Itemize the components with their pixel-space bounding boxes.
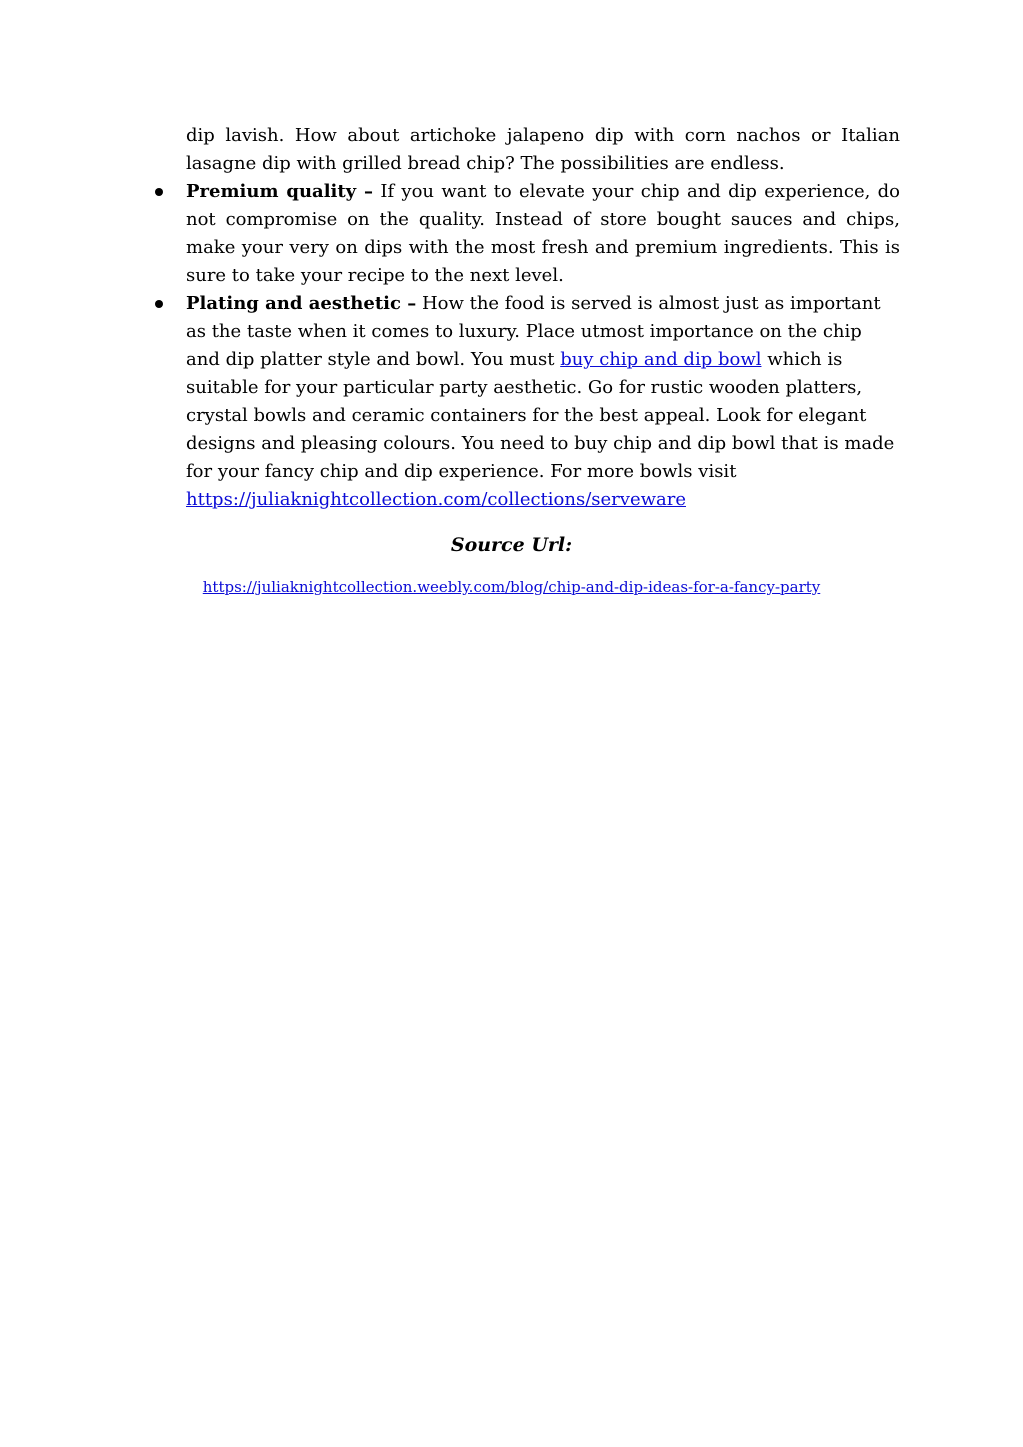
serveware-link[interactable]: https://juliaknightcollection.com/collections/serveware	[186, 489, 686, 510]
document-body	[155, 122, 900, 514]
list-item-premium-quality	[155, 178, 900, 290]
intro-paragraph: dip lavish. How about artichoke jalapeno dip with corn nachos or Italian lasagne dip with grilled bread chip? The possibilities are endless.	[186, 125, 900, 174]
bullet-text: How the food is served is almost just as important as the taste when it comes to luxury. Place utmost importance on the chip and dip platter style and bowl. You must	[186, 293, 881, 370]
list-item-plating-aesthetic	[155, 290, 900, 514]
bullet-icon	[155, 300, 163, 308]
buy-chip-dip-bowl-link[interactable]: buy chip and dip bowl	[560, 349, 762, 370]
bullet-list	[155, 178, 900, 514]
bullet-text: If you want to elevate your chip and dip experience, do not compromise on the quality. Instead of store bought sauces and chips, make your very on dips with the most fresh and premium ingredients. This is sure to take your recipe to the next level.	[186, 181, 900, 286]
bullet-heading: Plating and aesthetic –	[186, 293, 417, 314]
source-title: Source Url:	[450, 534, 573, 556]
source-url-link[interactable]: https://juliaknightcollection.weebly.com/blog/chip-and-dip-ideas-for-a-fancy-party	[202, 578, 821, 596]
bullet-heading: Premium quality –	[186, 181, 374, 202]
bullet-text: which is suitable for your particular party aesthetic. Go for rustic wooden platters, crystal bowls and ceramic containers for the best appeal. Look for elegant designs and pleasing colours. You need to buy chip and dip bowl that is made for your fancy chip and dip experience. For more bowls visit	[186, 349, 895, 482]
source-url-line	[0, 576, 1023, 598]
bullet-icon	[155, 188, 163, 196]
